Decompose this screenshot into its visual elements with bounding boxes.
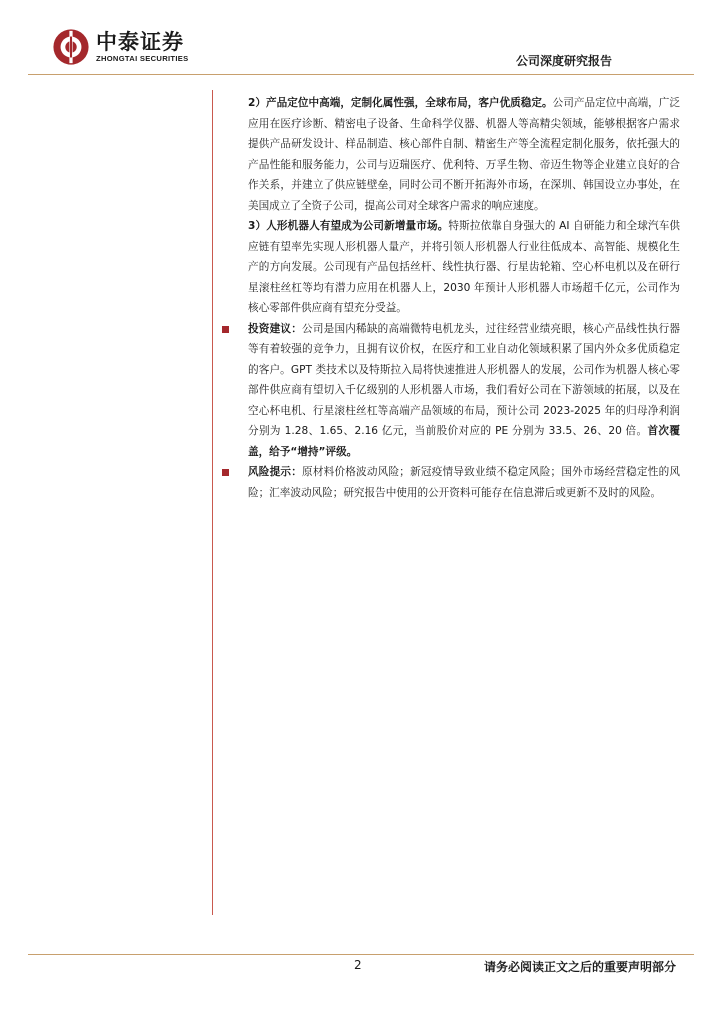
bullet-risk-warning	[222, 462, 680, 503]
bullet-investment-advice	[222, 319, 680, 463]
rating-statement: 首次覆盖，给予“增持”评级。	[248, 425, 680, 458]
paragraph-text: 特斯拉依靠自身强大的 AI 自研能力和全球汽车供应链有望率先实现人形机器人量产，并将引领人形机器人行业往低成本、高智能、规模化生产的方向发展。公司现有产品包括丝杆、线性执行器、行星齿轮箱、空心杯电机以及在研行星滚柱丝杠等均有潜力应用在机器人上，2030 年预计人形机器人市场超千亿元，公司作为核心零部件供应商有望充分受益。	[248, 220, 681, 314]
bullet-body: 公司是国内稀缺的高端微特电机龙头，过往经营业绩亮眼，核心产品线性执行器等有着较强的竞争力，且拥有议价权，在医疗和工业自动化领域积累了国内外众多优质稳定的客户。GPT 类技术以及特斯拉入局将快速推进人形机器人的发展，公司作为机器人核心零部件供应商有望切入千亿级别的人形机器人市场，我们看好公司在下游领域的拓展，以及在空心杯电机、行星滚柱丝杠等高端产品领域的布局，预计公司 2023-2025 年的归母净利润分别为 1.28、1.65、2.16 亿元，当前股价对应的 PE 分别为 33.5、26、20 倍。	[248, 322, 681, 437]
bullet-text	[248, 462, 680, 503]
zhongtai-logo-icon	[52, 28, 90, 66]
bullet-lead: 风险提示：	[248, 466, 303, 478]
logo-chinese-name: 中泰证券	[96, 30, 184, 54]
bullet-body: 原材料价格波动风险；新冠疫情导致业绩不稳定风险；国外市场经营稳定性的风险；汇率波动风险；研究报告中使用的公开资料可能存在信息滞后或更新不及时的风险。	[248, 466, 681, 499]
logo-english-name: ZHONGTAI SECURITIES	[96, 54, 189, 63]
bullet-text	[248, 319, 680, 463]
paragraph-product-positioning	[248, 93, 680, 216]
header-divider	[28, 74, 694, 75]
square-bullet-icon	[222, 469, 229, 476]
report-body	[222, 93, 680, 503]
paragraph-humanoid-robot	[248, 216, 680, 319]
paragraph-lead: 3）人形机器人有望成为公司新增量市场。	[248, 220, 449, 232]
company-logo	[52, 28, 188, 66]
page-header	[0, 0, 724, 80]
footer-divider	[28, 954, 694, 955]
report-type-label: 公司深度研究报告	[515, 54, 612, 68]
left-margin-rule	[212, 90, 213, 915]
disclaimer-notice: 请务必阅读正文之后的重要声明部分	[483, 960, 676, 974]
page-number: 2	[354, 958, 362, 972]
paragraph-text: 公司产品定位中高端，广泛应用在医疗诊断、精密电子设备、生命科学仪器、机器人等高精尖领域，能够根据客户需求提供产品研发设计、样品制造、核心部件自制、精密生产等全流程定制化服务，依托强大的产品性能和服务能力，公司与迈瑞医疗、优利特、万孚生物、帝迈生物等企业建立良好的合作关系，并建立了供应链壁垒，同时公司不断开拓海外市场，在深圳、韩国设立办事处，在美国成立了全资子公司，提高公司对全球客户需求的响应速度。	[248, 97, 681, 212]
square-bullet-icon	[222, 326, 229, 333]
bullet-lead: 投资建议：	[248, 322, 303, 335]
paragraph-lead: 2）产品定位中高端，定制化属性强，全球布局，客户优质稳定。	[248, 97, 553, 109]
